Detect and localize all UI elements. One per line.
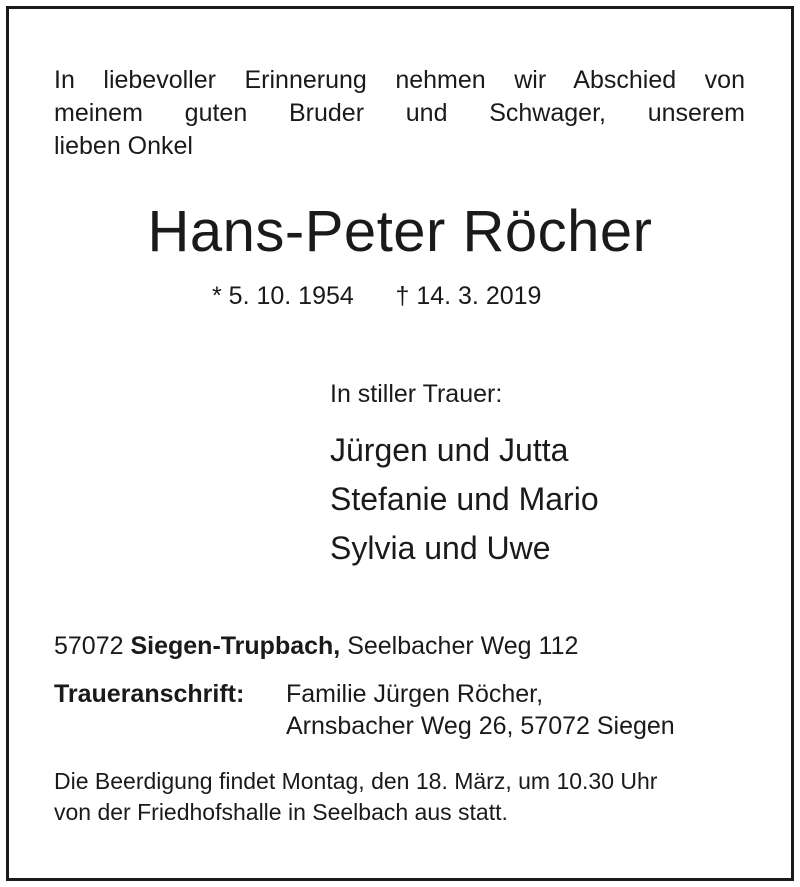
condolence-line: Arnsbacher Weg 26, 57072 Siegen	[286, 712, 675, 740]
intro-line: meinem guten Bruder und Schwager, unserem	[54, 99, 745, 127]
condolence-label: Traueranschrift:	[54, 680, 245, 708]
mourner-name: Jürgen und Jutta	[330, 432, 569, 468]
funeral-line: Die Beerdigung findet Montag, den 18. März, um 10.30 Uhr	[54, 768, 658, 794]
residence-address	[54, 630, 578, 662]
mourner-name: Stefanie und Mario	[330, 481, 599, 517]
deceased-name: Hans-Peter Röcher	[147, 199, 653, 264]
funeral-notice	[54, 766, 745, 828]
mourning-label: In stiller Trauer:	[330, 380, 503, 408]
condolence-address	[54, 678, 675, 742]
intro-line: In liebevoller Erinnerung nehmen wir Abschied von	[54, 66, 745, 94]
residence-street: Seelbacher Weg 112	[347, 632, 579, 660]
intro-line: lieben Onkel	[54, 132, 193, 160]
death-date: † 14. 3. 2019	[395, 282, 542, 310]
residence-postcode: 57072	[54, 632, 124, 660]
birth-date: * 5. 10. 1954	[212, 282, 354, 310]
mourners-list	[330, 426, 599, 573]
funeral-line: von der Friedhofshalle in Seelbach aus statt.	[54, 799, 508, 825]
residence-place: Siegen-Trupbach,	[130, 632, 341, 660]
intro-text	[54, 64, 745, 163]
life-dates	[212, 280, 541, 312]
condolence-line: Familie Jürgen Röcher,	[286, 680, 544, 708]
mourner-name: Sylvia und Uwe	[330, 530, 551, 566]
